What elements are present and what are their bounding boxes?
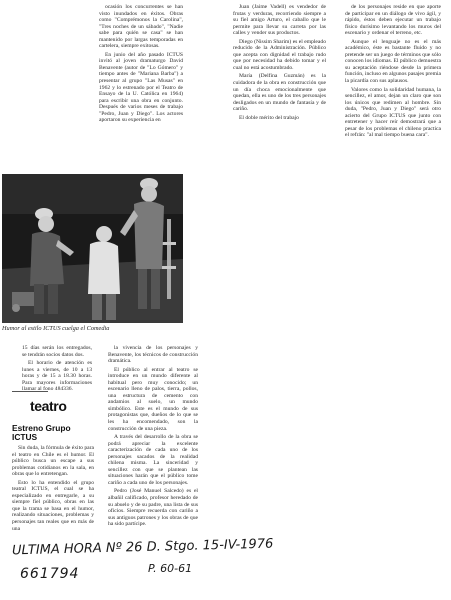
paragraph: Juan (Jaime Vadell) es vendedor de frutas y verduras, recorriendo siempre a su fiel amigo Arturo, el caballo que le permite para llevar su carreta por las calles y vender sus productos.: [233, 4, 326, 37]
paragraph: 15 días serán los entregados, se tendrán socios datos dos.: [22, 345, 92, 358]
paragraph: de los personajes reside en que aporte de participar en un diálogo de vivo ágil, y rápido, éstos deben ejecutar un trabajo físico durísimo levantando los muros del escenario y ordenar el terreno, etc.: [345, 4, 441, 37]
paragraph: Aunque el lenguaje no es el más académico, éste es bastante fluido y no pretende ser un juego de términos que sólo conocen los idiomas. El público demuestra su aceptación riéndose desde la primera función, incluso en algunos pasajes premia la picardía con sus aplausos.: [345, 38, 442, 85]
paragraph: Valores como la solidaridad humana, la sencillez, el amor, dejan un claro que son los únicos que redimen al hombre. Sin duda, "Pedro, Juan y Diego" será otro acierto del Grupo ICTUS que junto con entretener y hacer reír demostrará que a pesar de los problemas el chileno practica el refrán: "al mal tiempo buena cara".: [345, 86, 441, 139]
article-column-lower-middle: [108, 345, 198, 530]
handwritten-source-line: ULTIMA HORA Nº 26 D. Stgo. 15-IV-1976: [11, 536, 274, 559]
paragraph: Sin duda, la fórmula de éxito para el teatro en Chile es el humor. El público busca un escape a sus problemas cotidianos en la sala, en obras que lo entretengan.: [12, 445, 94, 478]
paragraph: Diego (Nissim Sharim) es el empleado reducido de la Administración. Público que acepta con dignidad el trabajo rudo que por necesidad ha debido tomar y el cual no está acostumbrado.: [233, 38, 326, 71]
actors-on-stage-image: [2, 174, 183, 323]
paragraph: Esto lo ha entendido el grupo teatral ICTUS, el cual se ha especializado en entregarle, a su siempre fiel público, obras en las que la trama se basa en el humor, realizando situaciones, problemas y personajes tan reales que en más de una: [12, 479, 94, 532]
section-label: teatro: [30, 398, 67, 414]
paragraph: El horario de atención es lunes a viernes, de 10 a 13 horas y de 15 a 18.30 horas. Para mayores informaciones llamar al fono 484336.: [22, 360, 92, 393]
article-column-story: [12, 445, 94, 534]
photo-caption: Humor al estilo ICTUS cuelga el Comedia: [2, 325, 110, 332]
section-divider: [12, 391, 48, 392]
handwritten-archive-number: 661794: [20, 566, 80, 582]
article-column-top-right-b: [345, 4, 441, 141]
info-column-lower-left: [22, 345, 92, 395]
paragraph: El público al entrar al teatro se introduce en un mundo diferente al habitual pero muy conocido; un escenario lleno de palos, tierra, pollos, una estructura de cemento con andamios al suelo, un mundo simbólico. Este es el mundo de sus protagonistas que, dueños de lo que se les ha encomendado, son la construcción de una pieza.: [108, 366, 198, 432]
paragraph: A través del desarrollo de la obra se podrá apreciar la excelente caracterización de cada uno de los personajes sacados de la realidad chilena misma. La sinceridad y sencillez con que se plantean las situaciones harán que el público tome cariño a cada uno de los personajes.: [108, 434, 198, 486]
stage-photo: [2, 174, 183, 323]
article-column-top-center: [99, 4, 183, 126]
paragraph: María (Delfina Guzmán) es la cuidadora de la obra en construcción que un día choca emocionalmente que quedan, ella es uno de los tres personajes desligados en un mundo de fantasía y de cariño.: [233, 73, 326, 113]
handwritten-page-ref: P. 60-61: [148, 562, 193, 575]
paragraph: ocasión los concurrentes se han visto inundados en éxitos. Obras como "Comprémonos la Carolina", "Tres noches de un sábado", "Nadie sabe para quién se casa" se han mantenido por largas temporadas en cartelera, siempre exitosas.: [99, 4, 183, 50]
paragraph: la vivencia de los personajes y Benavente, los técnicos de construcción dramática.: [108, 345, 198, 365]
article-column-top-right-a: [233, 4, 326, 123]
paragraph: El doble mérito del trabajo: [239, 114, 299, 121]
paragraph: Pedro (José Manuel Salcedo) es el albañil calificado, profesor heredado de su abuelo y de su padre, una lista de sus oficios. Siempre recuerda con cariño a sus antiguos patrones y los obras de que ha sido partícipe.: [108, 488, 198, 528]
article-headline: Estreno Grupo ICTUS: [12, 423, 71, 442]
paragraph: En junio del año pasado ICTUS invitó al joven dramaturgo David Benavente (autor de "Lo Gómero" y tiempo antes de "Mariana Barba") a presentar al grupo "Las Musas" en 1962 y lo estrenado por el Teatro de Ensayo de la U. Católica en 1964) para escribir una obra en conjunto. Después de varios meses de trabajo "Pedro, Juan y Diego". Los actores aportaron su experiencia en: [99, 51, 183, 124]
